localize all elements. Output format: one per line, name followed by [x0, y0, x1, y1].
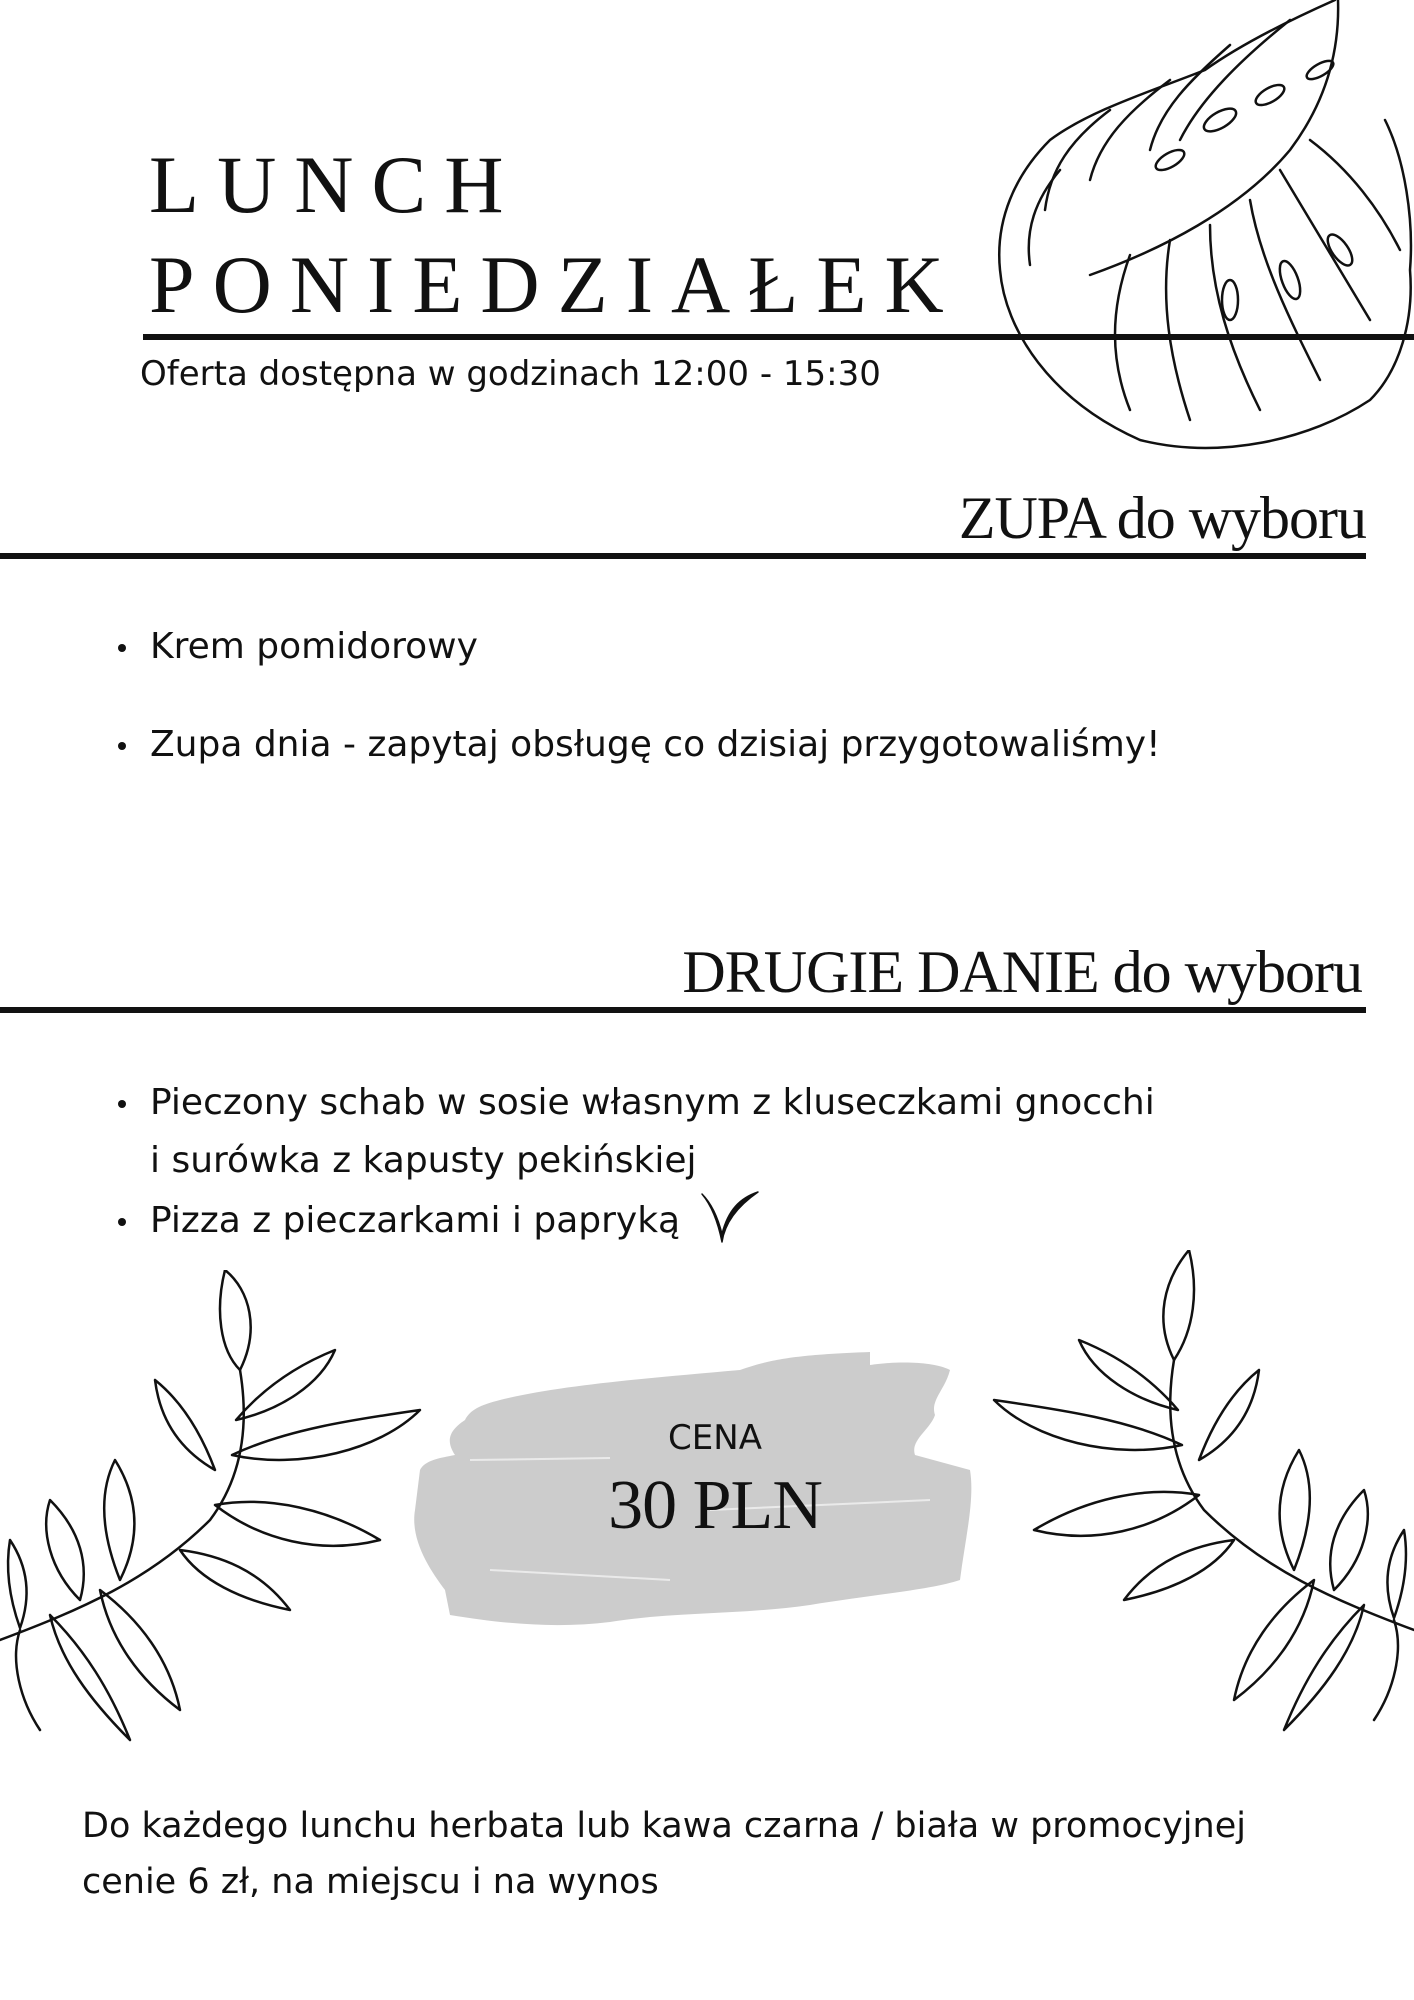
- offer-hours: Oferta dostępna w godzinach 12:00 - 15:30: [140, 354, 881, 394]
- title-lunch: LUNCH: [149, 139, 522, 230]
- main-course-list: [118, 1074, 1218, 1252]
- soup-divider: [0, 553, 1366, 559]
- drinks-note: Do każdego lunchu herbata lub kawa czarna / biała w promocyjnej cenie 6 zł, na miejscu i na wynos: [82, 1806, 1246, 1902]
- branch-left-illustration: [0, 1270, 440, 1760]
- main-course-divider: [0, 1007, 1366, 1013]
- price-label: CENA: [668, 1418, 762, 1458]
- branch-right-illustration: [974, 1250, 1414, 1750]
- soup-list: [118, 618, 1318, 814]
- title-day: PONIEDZIAŁEK: [149, 239, 962, 330]
- main-course-item: Pieczony schab w sosie własnym z kluseczkami gnocchi i surówka z kapusty pekińskiej: [118, 1074, 1218, 1190]
- main-course-section-title: DRUGIE DANIE do wyboru: [682, 939, 1362, 1005]
- leaf-icon: [698, 1188, 762, 1248]
- header-divider: [143, 334, 1414, 340]
- main-course-item-label: Pizza z pieczarkami i papryką: [150, 1200, 681, 1241]
- soup-item: Zupa dnia - zapytaj obsługę co dzisiaj przygotowaliśmy!: [118, 716, 1318, 774]
- soup-section-title: ZUPA do wyboru: [958, 485, 1366, 551]
- main-course-item: [118, 1192, 1218, 1250]
- soup-item: Krem pomidorowy: [118, 618, 1318, 676]
- price-value: 30 PLN: [608, 1467, 822, 1544]
- monstera-leaf-illustration: [990, 0, 1414, 460]
